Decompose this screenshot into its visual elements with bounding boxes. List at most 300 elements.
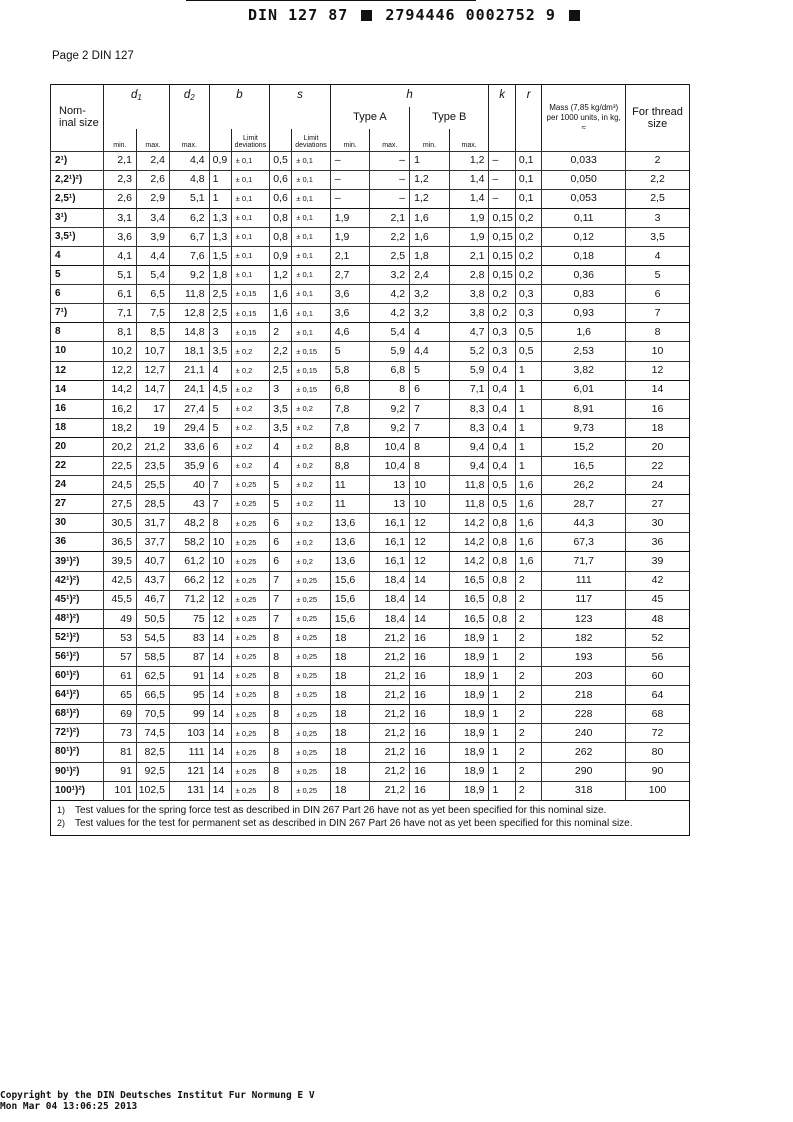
cell-d1min: 3,6 xyxy=(103,227,136,246)
cell-d2max: 6,7 xyxy=(169,227,209,246)
cell-sdev: ± 0,25 xyxy=(292,647,331,666)
cell-k: 0,4 xyxy=(489,380,515,399)
cell-d1max: 14,7 xyxy=(136,380,169,399)
cell-hamax: 4,2 xyxy=(370,304,410,323)
cell-d1min: 5,1 xyxy=(103,266,136,285)
cell-hbmin: 14 xyxy=(410,609,450,628)
cell-d2max: 35,9 xyxy=(169,457,209,476)
table-row xyxy=(51,361,690,380)
cell-d2max: 58,2 xyxy=(169,533,209,552)
cell-d2max: 91 xyxy=(169,667,209,686)
cell-d1max: 46,7 xyxy=(136,590,169,609)
table-row xyxy=(51,552,690,571)
cell-r: 0,2 xyxy=(515,246,541,265)
cell-b: 12 xyxy=(209,571,231,590)
cell-hamin: – xyxy=(330,189,370,208)
cell-d1max: 3,4 xyxy=(136,208,169,227)
cell-d1min: 65 xyxy=(103,686,136,705)
cell-mass: 182 xyxy=(542,628,626,647)
cell-bdev: ± 0,25 xyxy=(231,590,270,609)
cell-bdev: ± 0,25 xyxy=(231,495,270,514)
cell-size: 80¹)²) xyxy=(51,743,104,762)
d2-subscript: 2 xyxy=(190,92,195,102)
cell-bdev: ± 0,2 xyxy=(231,399,270,418)
cell-hamin: 5 xyxy=(330,342,370,361)
d1-max-label: max. xyxy=(136,129,169,152)
header-row-symbols xyxy=(51,85,690,107)
cell-d1max: 43,7 xyxy=(136,571,169,590)
cell-hamin: 18 xyxy=(330,628,370,647)
cell-hamax: 10,4 xyxy=(370,437,410,456)
cell-hbmin: 12 xyxy=(410,552,450,571)
cell-bdev: ± 0,2 xyxy=(231,418,270,437)
cell-r: 1,6 xyxy=(515,552,541,571)
cell-size: 22 xyxy=(51,457,104,476)
cell-b: 3,5 xyxy=(209,342,231,361)
cell-thread: 7 xyxy=(626,304,690,323)
col-header-thread: For thread size xyxy=(626,85,690,152)
table-row xyxy=(51,647,690,666)
cell-bdev: ± 0,25 xyxy=(231,762,270,781)
cell-hbmax: 2,1 xyxy=(449,246,489,265)
table-row xyxy=(51,208,690,227)
copyright-line-1: Copyright by the DIN Deutsches Institut Fur Normung E V xyxy=(0,1090,315,1101)
cell-d1max: 62,5 xyxy=(136,667,169,686)
cell-d1max: 92,5 xyxy=(136,762,169,781)
cell-mass: 9,73 xyxy=(542,418,626,437)
cell-hamax: 2,1 xyxy=(370,208,410,227)
cell-d2max: 12,8 xyxy=(169,304,209,323)
cell-sdev: ± 0,25 xyxy=(292,724,331,743)
cell-b: 1 xyxy=(209,170,231,189)
s-limit-deviations-label: Limit deviations xyxy=(292,129,331,152)
cell-r: 2 xyxy=(515,724,541,743)
cell-hamin: 18 xyxy=(330,686,370,705)
col-header-mass: Mass (7,85 kg/dm³) per 1000 units, in kg, ≈ xyxy=(542,85,626,152)
cell-hbmin: 8 xyxy=(410,437,450,456)
cell-r: 1 xyxy=(515,437,541,456)
cell-d1max: 23,5 xyxy=(136,457,169,476)
cell-d2max: 33,6 xyxy=(169,437,209,456)
cell-r: 2 xyxy=(515,686,541,705)
table-row xyxy=(51,571,690,590)
cell-s: 0,6 xyxy=(270,189,292,208)
spacer-d1 xyxy=(103,107,169,129)
footnotes xyxy=(51,800,690,835)
cell-hbmax: 14,2 xyxy=(449,533,489,552)
cell-hamin: 8,8 xyxy=(330,437,370,456)
cell-hbmax: 8,3 xyxy=(449,399,489,418)
cell-k: 0,4 xyxy=(489,361,515,380)
cell-bdev: ± 0,25 xyxy=(231,571,270,590)
footnote-2-marker: 2) xyxy=(57,818,66,829)
cell-hbmin: 14 xyxy=(410,590,450,609)
cell-sdev: ± 0,25 xyxy=(292,571,331,590)
cell-bdev: ± 0,25 xyxy=(231,705,270,724)
cell-sdev: ± 0,2 xyxy=(292,418,331,437)
cell-bdev: ± 0,1 xyxy=(231,170,270,189)
cell-b: 12 xyxy=(209,590,231,609)
cell-hamin: 6,8 xyxy=(330,380,370,399)
cell-hamax: 21,2 xyxy=(370,628,410,647)
cell-hbmin: 3,2 xyxy=(410,304,450,323)
cell-b: 8 xyxy=(209,514,231,533)
cell-d2max: 71,2 xyxy=(169,590,209,609)
cell-hamin: 13,6 xyxy=(330,514,370,533)
cell-hbmax: 8,3 xyxy=(449,418,489,437)
cell-s: 0,8 xyxy=(270,227,292,246)
cell-bdev: ± 0,25 xyxy=(231,743,270,762)
cell-mass: 111 xyxy=(542,571,626,590)
cell-hbmax: 14,2 xyxy=(449,514,489,533)
cell-bdev: ± 0,25 xyxy=(231,686,270,705)
cell-d1min: 10,2 xyxy=(103,342,136,361)
cell-d1max: 8,5 xyxy=(136,323,169,342)
cell-hamax: 5,9 xyxy=(370,342,410,361)
cell-hbmin: 6 xyxy=(410,380,450,399)
cell-hbmax: 18,9 xyxy=(449,705,489,724)
cell-r: 2 xyxy=(515,628,541,647)
cell-thread: 39 xyxy=(626,552,690,571)
cell-k: 1 xyxy=(489,781,515,800)
cell-d1min: 36,5 xyxy=(103,533,136,552)
cell-b: 7 xyxy=(209,476,231,495)
cell-b: 14 xyxy=(209,724,231,743)
cell-size: 18 xyxy=(51,418,104,437)
cell-hbmax: 11,8 xyxy=(449,495,489,514)
cell-thread: 72 xyxy=(626,724,690,743)
footnote-1-text: Test values for the spring force test as described in DIN 267 Part 26 have not as yet been specified for this nominal size. xyxy=(75,804,607,816)
cell-d1max: 66,5 xyxy=(136,686,169,705)
cell-hamax: 16,1 xyxy=(370,533,410,552)
table-row xyxy=(51,667,690,686)
cell-hbmin: 16 xyxy=(410,686,450,705)
cell-d2max: 9,2 xyxy=(169,266,209,285)
table-row xyxy=(51,437,690,456)
cell-hbmin: 16 xyxy=(410,781,450,800)
cell-hamin: 11 xyxy=(330,476,370,495)
cell-d1max: 70,5 xyxy=(136,705,169,724)
cell-s: 0,6 xyxy=(270,170,292,189)
cell-d1min: 45,5 xyxy=(103,590,136,609)
cell-hamax: 13 xyxy=(370,495,410,514)
cell-thread: 20 xyxy=(626,437,690,456)
table-row xyxy=(51,170,690,189)
cell-d1min: 53 xyxy=(103,628,136,647)
cell-d2max: 48,2 xyxy=(169,514,209,533)
cell-hbmax: 16,5 xyxy=(449,571,489,590)
cell-d1max: 6,5 xyxy=(136,285,169,304)
cell-d1max: 102,5 xyxy=(136,781,169,800)
cell-mass: 218 xyxy=(542,686,626,705)
cell-d2max: 18,1 xyxy=(169,342,209,361)
cell-d1min: 69 xyxy=(103,705,136,724)
cell-bdev: ± 0,1 xyxy=(231,189,270,208)
cell-hamin: 13,6 xyxy=(330,552,370,571)
cell-k: 0,4 xyxy=(489,418,515,437)
cell-hbmin: 1 xyxy=(410,151,450,170)
table-row xyxy=(51,266,690,285)
cell-sdev: ± 0,1 xyxy=(292,246,331,265)
cell-k: 0,15 xyxy=(489,227,515,246)
table-row xyxy=(51,533,690,552)
table-row xyxy=(51,304,690,323)
cell-thread: 60 xyxy=(626,667,690,686)
cell-k: 0,4 xyxy=(489,437,515,456)
cell-r: 2 xyxy=(515,647,541,666)
cell-s: 1,6 xyxy=(270,304,292,323)
cell-d1max: 17 xyxy=(136,399,169,418)
cell-size: 60¹)²) xyxy=(51,667,104,686)
cell-mass: 290 xyxy=(542,762,626,781)
cell-thread: 80 xyxy=(626,743,690,762)
col-header-nominal-size: Nom- inal size xyxy=(51,85,104,152)
cell-b: 14 xyxy=(209,628,231,647)
cell-r: 0,2 xyxy=(515,227,541,246)
cell-size: 8 xyxy=(51,323,104,342)
cell-hbmin: 16 xyxy=(410,762,450,781)
cell-mass: 0,033 xyxy=(542,151,626,170)
cell-bdev: ± 0,25 xyxy=(231,609,270,628)
cell-d1min: 7,1 xyxy=(103,304,136,323)
cell-size: 14 xyxy=(51,380,104,399)
cell-s: 6 xyxy=(270,533,292,552)
cell-hbmax: 18,9 xyxy=(449,628,489,647)
table-row xyxy=(51,227,690,246)
cell-hbmin: 14 xyxy=(410,571,450,590)
cell-d1max: 54,5 xyxy=(136,628,169,647)
cell-sdev: ± 0,2 xyxy=(292,457,331,476)
cell-hbmin: 16 xyxy=(410,628,450,647)
cell-s: 1,6 xyxy=(270,285,292,304)
cell-d1max: 28,5 xyxy=(136,495,169,514)
cell-hbmin: 1,8 xyxy=(410,246,450,265)
cell-mass: 0,93 xyxy=(542,304,626,323)
cell-hamax: 21,2 xyxy=(370,781,410,800)
cell-s: 5 xyxy=(270,476,292,495)
cell-r: 1 xyxy=(515,457,541,476)
cell-hbmin: 16 xyxy=(410,705,450,724)
cell-hbmin: 4,4 xyxy=(410,342,450,361)
cell-size: 68¹)²) xyxy=(51,705,104,724)
cell-sdev: ± 0,2 xyxy=(292,399,331,418)
cell-mass: 44,3 xyxy=(542,514,626,533)
cell-r: 2 xyxy=(515,667,541,686)
cell-k: 0,8 xyxy=(489,590,515,609)
cell-d2max: 24,1 xyxy=(169,380,209,399)
cell-hamin: 8,8 xyxy=(330,457,370,476)
cell-hbmax: 14,2 xyxy=(449,552,489,571)
cell-r: 0,3 xyxy=(515,285,541,304)
cell-sdev: ± 0,15 xyxy=(292,380,331,399)
cell-s: 3 xyxy=(270,380,292,399)
cell-thread: 64 xyxy=(626,686,690,705)
cell-b: 7 xyxy=(209,495,231,514)
cell-sdev: ± 0,1 xyxy=(292,151,331,170)
cell-sdev: ± 0,25 xyxy=(292,667,331,686)
cell-hbmin: 8 xyxy=(410,457,450,476)
cell-d2max: 66,2 xyxy=(169,571,209,590)
cell-hamax: 16,1 xyxy=(370,552,410,571)
cell-hamax: 21,2 xyxy=(370,647,410,666)
cell-r: 2 xyxy=(515,781,541,800)
cell-bdev: ± 0,25 xyxy=(231,533,270,552)
cell-s: 8 xyxy=(270,667,292,686)
cell-d1max: 3,9 xyxy=(136,227,169,246)
cell-mass: 0,18 xyxy=(542,246,626,265)
cell-s: 8 xyxy=(270,743,292,762)
cell-s: 4 xyxy=(270,437,292,456)
cell-b: 10 xyxy=(209,533,231,552)
cell-size: 2¹) xyxy=(51,151,104,170)
cell-mass: 28,7 xyxy=(542,495,626,514)
cell-thread: 12 xyxy=(626,361,690,380)
cell-sdev: ± 0,1 xyxy=(292,189,331,208)
cell-bdev: ± 0,25 xyxy=(231,647,270,666)
cell-b: 2,5 xyxy=(209,285,231,304)
cell-s: 0,8 xyxy=(270,208,292,227)
cell-size: 39¹)²) xyxy=(51,552,104,571)
cell-mass: 193 xyxy=(542,647,626,666)
copyright-notice xyxy=(0,1090,315,1112)
table-row xyxy=(51,246,690,265)
cell-size: 90¹)²) xyxy=(51,762,104,781)
cell-b: 1,3 xyxy=(209,227,231,246)
cell-hbmax: 1,4 xyxy=(449,170,489,189)
cell-r: 1 xyxy=(515,380,541,399)
cell-sdev: ± 0,1 xyxy=(292,323,331,342)
cell-s: 2 xyxy=(270,323,292,342)
table-row xyxy=(51,323,690,342)
cell-bdev: ± 0,1 xyxy=(231,208,270,227)
footnote-1-marker: 1) xyxy=(57,804,66,815)
cell-bdev: ± 0,1 xyxy=(231,227,270,246)
copyright-timestamp: Mon Mar 04 13:06:25 2013 xyxy=(0,1101,138,1112)
cell-thread: 52 xyxy=(626,628,690,647)
cell-hbmax: 11,8 xyxy=(449,476,489,495)
cell-d1max: 2,6 xyxy=(136,170,169,189)
cell-s: 8 xyxy=(270,686,292,705)
cell-r: 2 xyxy=(515,571,541,590)
cell-b: 5 xyxy=(209,399,231,418)
black-block-icon xyxy=(361,10,372,21)
cell-hamin: 3,6 xyxy=(330,304,370,323)
d1-symbol: d xyxy=(131,88,138,101)
cell-b: 6 xyxy=(209,437,231,456)
cell-d1min: 2,3 xyxy=(103,170,136,189)
cell-thread: 6 xyxy=(626,285,690,304)
cell-mass: 3,82 xyxy=(542,361,626,380)
cell-thread: 42 xyxy=(626,571,690,590)
cell-hbmax: 2,8 xyxy=(449,266,489,285)
cell-k: 1 xyxy=(489,762,515,781)
cell-hbmin: 5 xyxy=(410,361,450,380)
cell-mass: 203 xyxy=(542,667,626,686)
cell-d2max: 103 xyxy=(169,724,209,743)
cell-hbmin: 3,2 xyxy=(410,285,450,304)
cell-size: 42¹)²) xyxy=(51,571,104,590)
cell-d1max: 40,7 xyxy=(136,552,169,571)
cell-size: 3¹) xyxy=(51,208,104,227)
footnote-2-text: Test values for the test for permanent set as described in DIN 267 Part 26 have not as yet been specified for this nominal size. xyxy=(75,818,633,830)
cell-size: 56¹)²) xyxy=(51,647,104,666)
cell-size: 2,5¹) xyxy=(51,189,104,208)
black-block-icon xyxy=(569,10,580,21)
cell-r: 1,6 xyxy=(515,514,541,533)
cell-mass: 240 xyxy=(542,724,626,743)
cell-hbmin: 16 xyxy=(410,647,450,666)
cell-thread: 100 xyxy=(626,781,690,800)
col-header-s: s xyxy=(270,85,331,107)
cell-d2max: 99 xyxy=(169,705,209,724)
cell-hamin: 11 xyxy=(330,495,370,514)
cell-sdev: ± 0,25 xyxy=(292,686,331,705)
cell-hamin: 1,9 xyxy=(330,208,370,227)
col-header-b: b xyxy=(209,85,270,107)
cell-thread: 68 xyxy=(626,705,690,724)
cell-bdev: ± 0,15 xyxy=(231,304,270,323)
cell-hbmax: 1,9 xyxy=(449,208,489,227)
cell-k: 1 xyxy=(489,628,515,647)
cell-mass: 117 xyxy=(542,590,626,609)
cell-k: 0,8 xyxy=(489,514,515,533)
col-header-d2 xyxy=(169,85,209,107)
cell-s: 6 xyxy=(270,552,292,571)
cell-k: 0,4 xyxy=(489,457,515,476)
cell-d2max: 131 xyxy=(169,781,209,800)
cell-b: 12 xyxy=(209,609,231,628)
cell-b: 3 xyxy=(209,323,231,342)
cell-b: 1,3 xyxy=(209,208,231,227)
cell-d1min: 18,2 xyxy=(103,418,136,437)
table-row xyxy=(51,514,690,533)
ha-max-label: max. xyxy=(370,129,410,152)
cell-hamin: 3,6 xyxy=(330,285,370,304)
cell-r: 1 xyxy=(515,361,541,380)
cell-r: 0,1 xyxy=(515,151,541,170)
table-row xyxy=(51,495,690,514)
cell-d2max: 83 xyxy=(169,628,209,647)
cell-hbmax: 18,9 xyxy=(449,762,489,781)
cell-r: 0,2 xyxy=(515,208,541,227)
cell-d1min: 49 xyxy=(103,609,136,628)
cell-b: 14 xyxy=(209,667,231,686)
cell-d1min: 12,2 xyxy=(103,361,136,380)
cell-hamax: 6,8 xyxy=(370,361,410,380)
cell-b: 4,5 xyxy=(209,380,231,399)
dimension-table-container xyxy=(50,84,690,836)
cell-b: 0,9 xyxy=(209,151,231,170)
b-limit-deviations-label: Limit deviations xyxy=(231,129,270,152)
table-row xyxy=(51,686,690,705)
cell-r: 0,1 xyxy=(515,170,541,189)
cell-s: 2,2 xyxy=(270,342,292,361)
cell-thread: 5 xyxy=(626,266,690,285)
cell-mass: 1,6 xyxy=(542,323,626,342)
cell-b: 5 xyxy=(209,418,231,437)
cell-size: 7¹) xyxy=(51,304,104,323)
table-row xyxy=(51,476,690,495)
cell-hamin: 7,8 xyxy=(330,399,370,418)
cell-bdev: ± 0,25 xyxy=(231,667,270,686)
cell-thread: 4 xyxy=(626,246,690,265)
cell-hbmax: 18,9 xyxy=(449,647,489,666)
cell-hamin: 18 xyxy=(330,705,370,724)
cell-hamax: 2,5 xyxy=(370,246,410,265)
cell-k: 0,5 xyxy=(489,495,515,514)
cell-hbmax: 1,2 xyxy=(449,151,489,170)
cell-s: 6 xyxy=(270,514,292,533)
